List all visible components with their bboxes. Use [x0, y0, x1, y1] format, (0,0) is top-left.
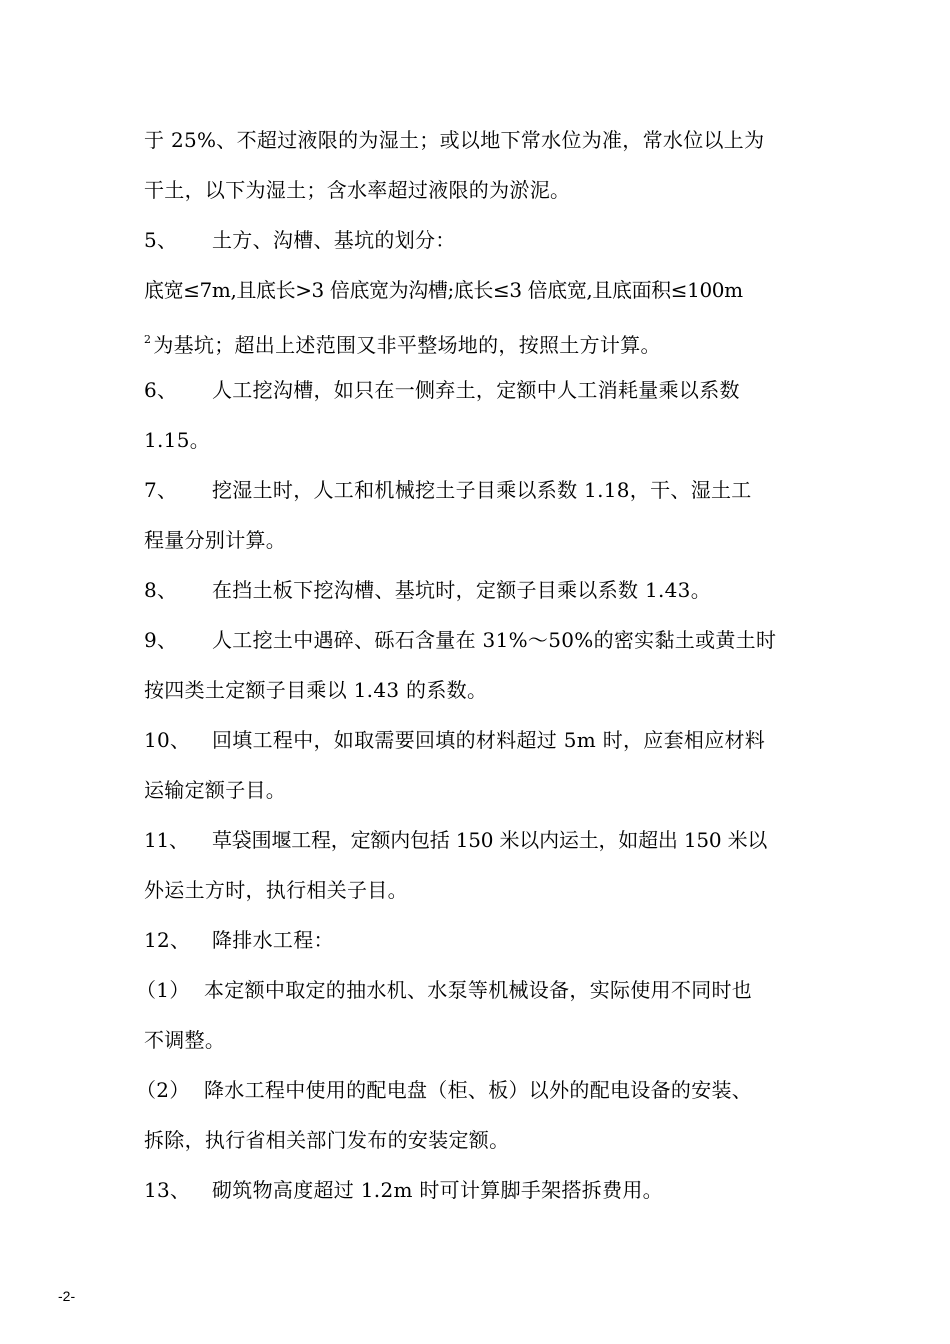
list-item-9 — [144, 627, 776, 653]
item-text: 降水工程中使用的配电盘（柜、板）以外的配电设备的安装、 — [204, 1078, 753, 1102]
item-text: 在挡土板下挖沟槽、基坑时，定额子目乘以系数 1.43。 — [212, 578, 711, 602]
list-item-8 — [144, 577, 711, 603]
item-number: 12、 — [144, 928, 191, 952]
line-text: 运输定额子目。 — [144, 778, 287, 802]
text-line — [144, 327, 661, 358]
item-number: 13、 — [144, 1178, 191, 1202]
sub-item-number: （1） — [136, 978, 190, 1002]
text-line — [144, 527, 286, 553]
line-text: 不调整。 — [144, 1028, 226, 1052]
line-text: 干土，以下为湿土；含水率超过液限的为淤泥。 — [144, 178, 571, 202]
text-line — [144, 277, 743, 303]
item-text: 降排水工程： — [212, 928, 334, 952]
line-text: 拆除，执行省相关部门发布的安装定额。 — [144, 1128, 510, 1152]
text-line — [144, 127, 764, 153]
item-text: 草袋围堰工程，定额内包括 150 米以内运土，如超出 150 米以 — [212, 828, 768, 852]
sub-item-number: （2） — [136, 1078, 190, 1102]
item-text: 人工挖土中遇碎、砾石含量在 31%～50%的密实黏土或黄土时 — [212, 628, 777, 652]
line-text: 外运土方时，执行相关子目。 — [144, 878, 408, 902]
item-number: 11、 — [144, 828, 189, 852]
line-text: 程量分别计算。 — [144, 528, 287, 552]
list-item-13 — [144, 1177, 663, 1203]
text-line — [144, 1127, 509, 1153]
item-text: 砌筑物高度超过 1.2m 时可计算脚手架搭拆费用。 — [212, 1178, 663, 1202]
line-text: 1.15。 — [144, 428, 211, 452]
item-text: 土方、沟槽、基坑的划分： — [212, 228, 456, 252]
item-number: 6、 — [144, 378, 178, 402]
text-line — [144, 777, 286, 803]
text-line — [144, 1027, 225, 1053]
sub-item-1 — [136, 977, 753, 1003]
list-item-7 — [144, 477, 752, 503]
item-number: 9、 — [144, 628, 178, 652]
text-line — [144, 877, 408, 903]
text-line — [144, 427, 210, 453]
item-text: 挖湿土时，人工和机械挖土子目乘以系数 1.18，干、湿土工 — [212, 478, 752, 502]
page-number: -2- — [58, 1288, 76, 1304]
list-item-12 — [144, 927, 334, 953]
list-item-5 — [144, 227, 456, 253]
item-number: 10、 — [144, 728, 191, 752]
line-text: 按四类土定额子目乘以 1.43 的系数。 — [144, 678, 488, 702]
item-text: 本定额中取定的抽水机、水泵等机械设备，实际使用不同时也 — [204, 978, 753, 1002]
line-text: 底宽≤7m,且底长>3 倍底宽为沟槽;底长≤3 倍底宽,且底面积≤100m — [144, 278, 743, 302]
list-item-11 — [144, 827, 767, 853]
line-text: 为基坑；超出上述范围又非平整场地的，按照土方计算。 — [153, 333, 661, 357]
item-number: 8、 — [144, 578, 178, 602]
list-item-10 — [144, 727, 765, 753]
sub-item-2 — [136, 1077, 753, 1103]
text-line — [144, 177, 570, 203]
item-number: 7、 — [144, 478, 178, 502]
line-text: 于 25%、不超过液限的为湿土；或以地下常水位为准，常水位以上为 — [144, 128, 765, 152]
item-text: 回填工程中，如取需要回填的材料超过 5m 时，应套相应材料 — [212, 728, 766, 752]
item-text: 人工挖沟槽，如只在一侧弃土，定额中人工消耗量乘以系数 — [212, 378, 740, 402]
superscript: 2 — [144, 333, 152, 346]
text-line — [144, 677, 487, 703]
item-number: 5、 — [144, 228, 178, 252]
list-item-6 — [144, 377, 740, 403]
